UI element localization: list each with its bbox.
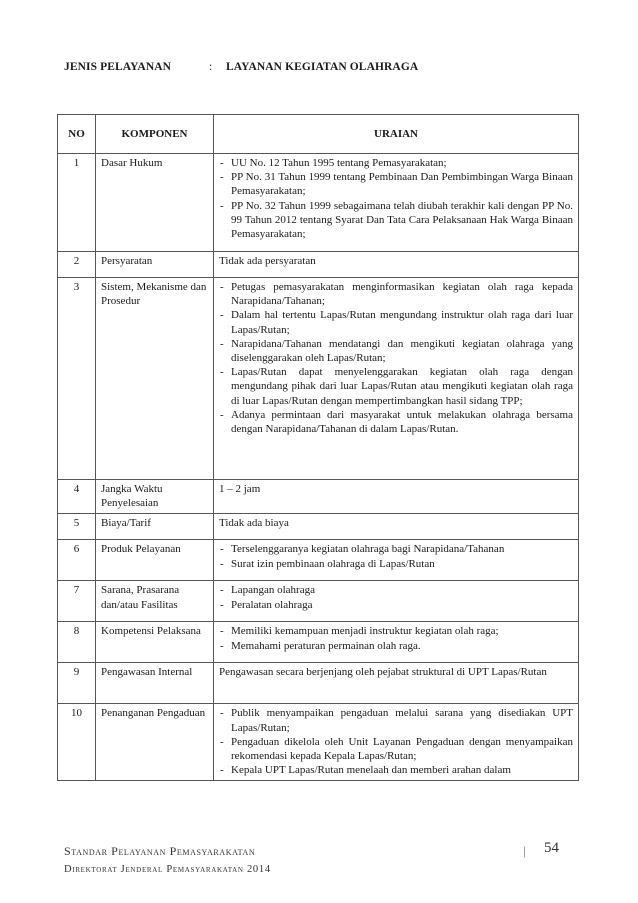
list-item: - Petugas pemasyarakatan menginformasikan kegiatan olah raga kepada Narapidana/Tahanan; <box>219 280 573 308</box>
table-row <box>58 622 579 663</box>
row-komponen: Jangka Waktu Penyelesaian <box>96 480 214 514</box>
list-item: - Peralatan olahraga <box>219 598 573 612</box>
row-uraian: Tidak ada persyaratan <box>214 252 579 278</box>
table-row <box>58 704 579 781</box>
row-komponen: Kompetensi Pelaksana <box>96 622 214 663</box>
list-item: - Lapas/Rutan dapat menyelenggarakan kegiatan olah raga dengan mengundang pihak dari luar Lapas/Rutan atau mengikuti kegiatan olah raga di luar Lapas/Rutan dengan mempertimbangkan hasil sidang TPP; <box>219 365 573 408</box>
row-komponen: Dasar Hukum <box>96 154 214 252</box>
table-row <box>58 514 579 540</box>
row-number: 8 <box>58 622 96 663</box>
table-header-row <box>58 115 579 154</box>
list-item: - Memahami peraturan permainan olah raga. <box>219 639 573 653</box>
list-item: - Terselenggaranya kegiatan olahraga bagi Narapidana/Tahanan <box>219 542 573 556</box>
list-item: - Publik menyampaikan pengaduan melalui sarana yang disediakan UPT Lapas/Rutan; <box>219 706 573 734</box>
list-item: - PP No. 31 Tahun 1999 tentang Pembinaan Dan Pembimbingan Warga Binaan Pemasyarakatan; <box>219 170 573 198</box>
table-row <box>58 278 579 480</box>
row-uraian <box>214 622 579 663</box>
list-item: - Memiliki kemampuan menjadi instruktur kegiatan olah raga; <box>219 624 573 638</box>
page-number: 54 <box>544 840 559 856</box>
row-komponen: Sistem, Mekanisme dan Prosedur <box>96 278 214 480</box>
row-komponen: Penanganan Pengaduan <box>96 704 214 781</box>
row-number: 4 <box>58 480 96 514</box>
row-komponen: Pengawasan Internal <box>96 663 214 704</box>
row-number: 10 <box>58 704 96 781</box>
service-type-label: JENIS PELAYANAN <box>64 61 172 73</box>
row-number: 9 <box>58 663 96 704</box>
list-item: - Lapangan olahraga <box>219 583 573 597</box>
row-uraian <box>214 581 579 622</box>
row-number: 7 <box>58 581 96 622</box>
footer-subtitle: Direktorat Jenderal Pemasyarakatan 2014 <box>64 864 271 875</box>
list-item: - Dalam hal tertentu Lapas/Rutan mengundang instruktur olah raga dari luar Lapas/Rutan; <box>219 308 573 336</box>
table-row <box>58 480 579 514</box>
row-number: 5 <box>58 514 96 540</box>
row-uraian <box>214 154 579 252</box>
row-uraian: Tidak ada biaya <box>214 514 579 540</box>
row-uraian <box>214 540 579 581</box>
row-number: 6 <box>58 540 96 581</box>
table-row <box>58 154 579 252</box>
row-komponen: Persyaratan <box>96 252 214 278</box>
list-item: - Kepala UPT Lapas/Rutan menelaah dan memberi arahan dalam <box>219 763 573 777</box>
service-standard-table <box>57 114 579 781</box>
header-uraian: URAIAN <box>214 115 579 154</box>
list-item: - Pengaduan dikelola oleh Unit Layanan Pengaduan dengan menyampaikan rekomendasi kepada Kepala Lapas/Rutan; <box>219 735 573 763</box>
list-item: - Surat izin pembinaan olahraga di Lapas/Rutan <box>219 557 573 571</box>
footer-title: Standar Pelayanan Pemasyarakatan <box>64 844 256 858</box>
row-number: 2 <box>58 252 96 278</box>
service-type-heading <box>64 61 419 73</box>
table-row <box>58 540 579 581</box>
footer-separator: | <box>523 843 526 858</box>
list-item: - Narapidana/Tahanan mendatangi dan mengikuti kegiatan olahraga yang diselenggarakan oleh Lapas/Rutan; <box>219 337 573 365</box>
list-item: - PP No. 32 Tahun 1999 sebagaimana telah diubah terakhir kali dengan PP No. 99 Tahun 2012 tentang Syarat Dan Tata Cara Pelaksanaan Hak Warga Binaan Pemasyarakatan; <box>219 199 573 242</box>
row-number: 3 <box>58 278 96 480</box>
table-row <box>58 252 579 278</box>
row-komponen: Sarana, Prasarana dan/atau Fasilitas <box>96 581 214 622</box>
service-type-colon: : <box>209 61 213 73</box>
list-item: - Adanya permintaan dari masyarakat untuk melakukan olahraga bersama dengan Narapidana/Tahanan di dalam Lapas/Rutan. <box>219 408 573 436</box>
table-row <box>58 663 579 704</box>
list-item: - UU No. 12 Tahun 1995 tentang Pemasyarakatan; <box>219 156 573 170</box>
row-uraian <box>214 278 579 480</box>
table-row <box>58 581 579 622</box>
row-komponen: Biaya/Tarif <box>96 514 214 540</box>
row-komponen: Produk Pelayanan <box>96 540 214 581</box>
row-uraian <box>214 704 579 781</box>
row-number: 1 <box>58 154 96 252</box>
page-footer <box>64 844 271 875</box>
row-uraian: Pengawasan secara berjenjang oleh pejabat struktural di UPT Lapas/Rutan <box>214 663 579 704</box>
service-type-value: LAYANAN KEGIATAN OLAHRAGA <box>226 61 419 73</box>
row-uraian: 1 – 2 jam <box>214 480 579 514</box>
header-komponen: KOMPONEN <box>96 115 214 154</box>
header-no: NO <box>58 115 96 154</box>
